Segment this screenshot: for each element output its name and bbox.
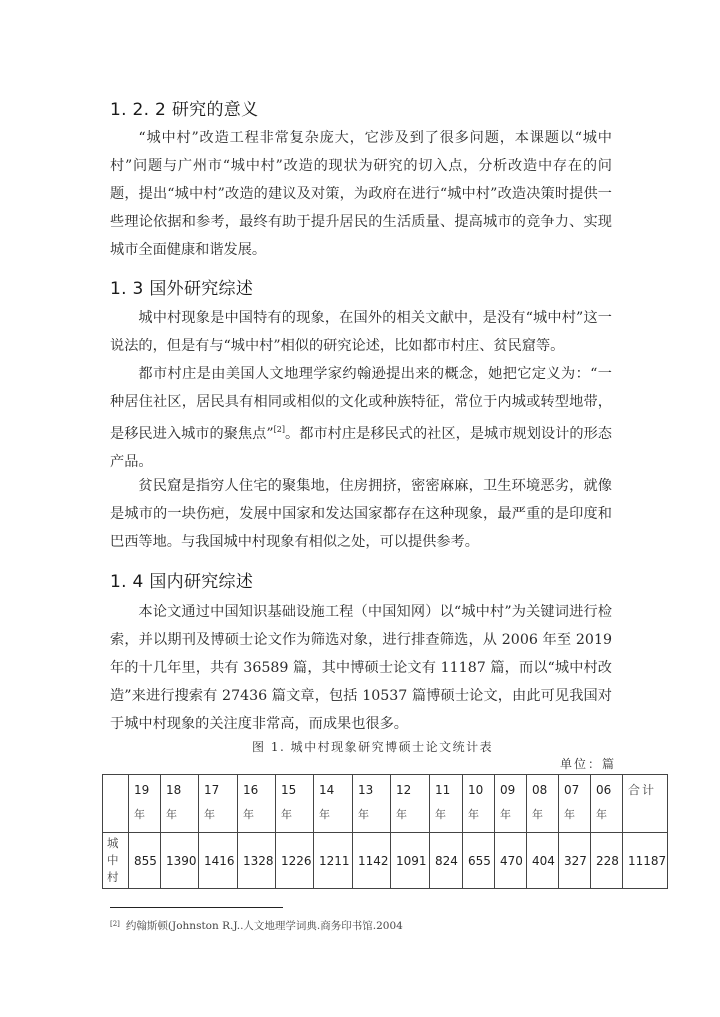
year-header-cell: 19 年	[129, 775, 161, 833]
year-header-cell: 06 年	[591, 775, 623, 833]
year-header-cell: 08 年	[527, 775, 559, 833]
year-header-cell: 09 年	[495, 775, 527, 833]
paragraph-domestic: 本论文通过中国知识基础设施工程（中国知网）以“城中村”为关键词进行检索，并以期刊及博硕士论文作为筛选对象，进行排查筛选，从 2006 年至 2019 年的十几年里，共有 36589 篇，其中博硕士论文有 11187 篇，而以“城中村改造”来进行搜索有 27436 篇文章，包括 10537 篇博硕士论文，由此可见我国对于城中村现象的关注度非常高，而成果也很多。	[110, 604, 612, 732]
thesis-statistics-table	[102, 774, 668, 889]
year-header-cell: 18 年	[161, 775, 199, 833]
value-cell: 327	[559, 833, 591, 889]
value-cell: 1211	[314, 833, 353, 889]
section-heading-1-3: 1. 3 国外研究综述	[110, 279, 254, 299]
value-cell: 824	[430, 833, 463, 889]
paragraph-foreign-intro: 城中村现象是中国特有的现象，在国外的相关文献中，是没有“城中村”这一说法的，但是有与“城中村”相似的研究论述，比如都市村庄、贫民窟等。	[110, 310, 612, 354]
footnote-marker: [2]	[110, 920, 120, 928]
footnote	[110, 918, 403, 933]
value-cell: 1416	[199, 833, 238, 889]
value-cell: 655	[463, 833, 495, 889]
row-label-cell: 城 中 村	[103, 833, 129, 889]
year-header-cell: 12 年	[391, 775, 430, 833]
total-value-cell: 11187	[623, 833, 668, 889]
value-cell: 1328	[238, 833, 276, 889]
paragraph-slums: 贫民窟是指穷人住宅的聚集地，住房拥挤，密密麻麻，卫生环境恶劣，就像是城市的一块伤疤，发展中国家和发达国家都存在这种现象，最严重的是印度和巴西等地。与我国城中村现象有相似之处，可以提供参考。	[110, 478, 612, 550]
total-header-cell: 合计	[623, 775, 668, 833]
paragraph-text: 。都市村庄是移民式的社区，是城市规划设计的形态产品。	[110, 426, 612, 470]
value-cell: 1142	[353, 833, 391, 889]
paragraph-urban-village	[110, 360, 612, 476]
table-corner-cell	[103, 775, 129, 833]
value-cell: 855	[129, 833, 161, 889]
footnote-text: 约翰斯顿(Johnston R.J..人文地理学词典.商务印书馆.2004	[125, 920, 403, 932]
value-cell: 1226	[276, 833, 314, 889]
section-heading-1-4: 1. 4 国内研究综述	[110, 572, 254, 592]
table-row	[103, 833, 668, 889]
section-heading-1-2-2: 1. 2. 2 研究的意义	[110, 100, 259, 120]
paragraph-significance: “城中村”改造工程非常复杂庞大，它涉及到了很多问题，本课题以“城中村”问题与广州市“城中村”改造的现状为研究的切入点，分析改造中存在的问题，提出“城中村”改造的建议及对策，为政府在进行“城中村”改造决策时提供一些理论依据和参考，最终有助于提升居民的生活质量、提高城市的竞争力、实现城市全面健康和谐发展。	[110, 130, 612, 258]
table-header-row	[103, 775, 668, 833]
year-header-cell: 14 年	[314, 775, 353, 833]
year-header-cell: 10 年	[463, 775, 495, 833]
value-cell: 228	[591, 833, 623, 889]
value-cell: 1390	[161, 833, 199, 889]
value-cell: 470	[495, 833, 527, 889]
citation-ref: [2]	[273, 425, 285, 434]
value-cell: 404	[527, 833, 559, 889]
year-header-cell: 17 年	[199, 775, 238, 833]
table-caption: 图 1. 城中村现象研究博硕士论文统计表	[252, 740, 494, 754]
year-header-cell: 07 年	[559, 775, 591, 833]
year-header-cell: 11 年	[430, 775, 463, 833]
year-header-cell: 15 年	[276, 775, 314, 833]
year-header-cell: 13 年	[353, 775, 391, 833]
table-unit-label: 单位：篇	[560, 757, 617, 771]
year-header-cell: 16 年	[238, 775, 276, 833]
footnote-separator	[110, 907, 283, 908]
paragraph-text: 都市村庄是由美国人文地理学家约翰逊提出来的概念，她把它定义为：“一种居住社区，居民具有相同或相似的文化或种族特征，常位于内城或转型地带，是移民进入城市的聚焦点”	[110, 366, 612, 442]
value-cell: 1091	[391, 833, 430, 889]
